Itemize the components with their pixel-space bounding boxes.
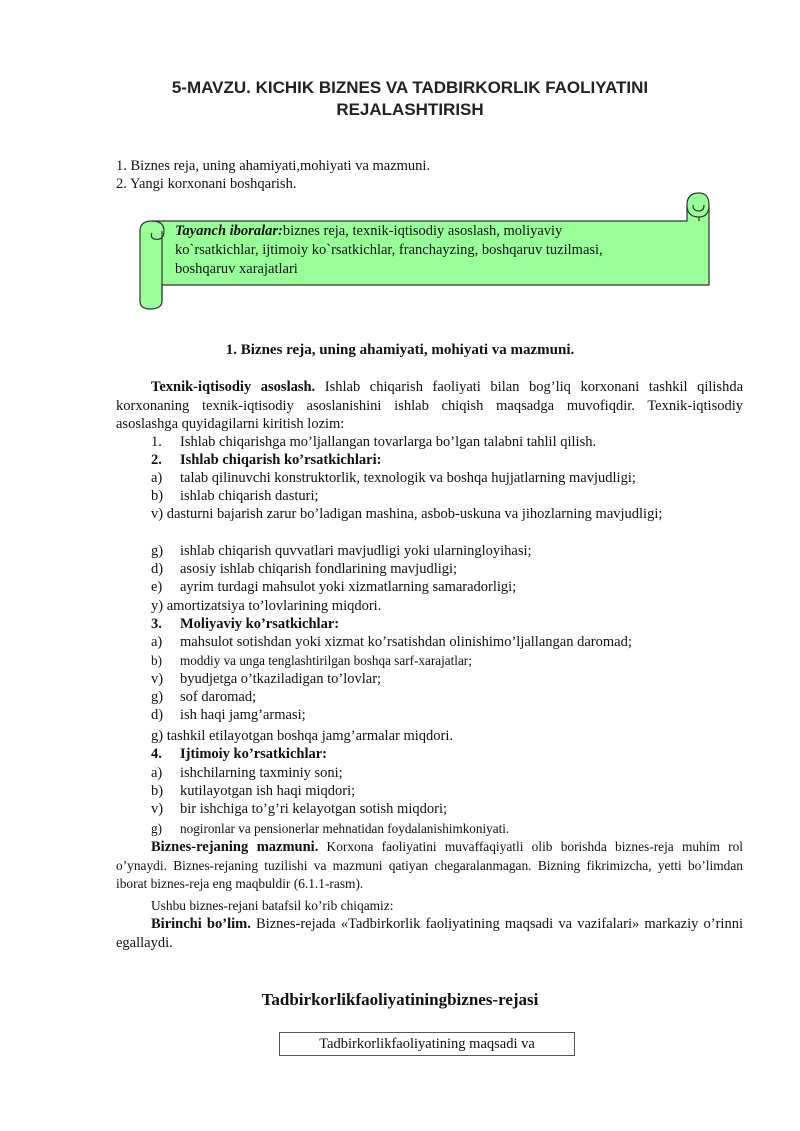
list-item: g) nogironlar va pensionerlar mehnatidan foydalanishimkoniyati. [151,821,510,836]
list-item: b) moddiy va unga tenglashtirilgan boshqa sarf-xarajatlar; [151,653,472,668]
tex-paragraph [116,378,743,434]
mazmuni-lead: Biznes-rejaning mazmuni. [151,839,319,855]
keywords-label: Tayanch iboralar: [175,223,283,239]
list-item: b) ishlab chiqarish dasturi; [151,488,319,504]
birinchi-lead: Birinchi bo’lim. [151,916,251,932]
keywords-line-2: ko`rsatkichlar, ijtimoiy ko`rsatkichlar, franchayzing, boshqaruv tuzilmasi, [175,242,603,258]
section-1-heading: 1. Biznes reja, uning ahamiyati, mohiyati va mazmuni. [225,342,575,358]
list-item: a) talab qilinuvchi konstruktorlik, texnologik va boshqa hujjatlarning mavjudligi; [151,470,636,486]
page-title [110,77,710,121]
diagram-title: Tadbirkorlikfaoliyatiningbiznes-rejasi [261,990,539,1009]
mazmuni-body: Korxona faoliyatini muvaffaqiyatli olib borishda biznes-reja muhim rol o’ynaydi. Biznes-rejaning tuzilishi va mazmuni qatiyan chegaralanmagan. Bizning fikrimizcha, yetti bo’limdan iborat biznes-reja eng maqbuldir (6.1.1-rasm). [116,839,743,891]
list-item: g) sof daromad; [151,689,257,705]
list-heading: 3. Moliyaviy ko’rsatkichlar: [151,616,340,632]
list-item: v) byudjetga o’tkaziladigan to’lovlar; [151,671,382,687]
list-item: b) kutilayotgan ish haqi miqdori; [151,783,356,799]
list-heading: 4. Ijtimoiy ko’rsatkichlar: [151,746,327,762]
list-item: a) mahsulot sotishdan yoki xizmat ko’rsatishdan olinishimo’ljallangan daromad; [151,634,632,650]
keywords-line-3: boshqaruv xarajatlari [175,261,298,277]
list-item: d) ish haqi jamg’armasi; [151,707,306,723]
list-item: d) asosiy ishlab chiqarish fondlarining mavjudligi; [151,561,458,577]
plan-item-2: 2. Yangi korxonani boshqarish. [116,176,297,192]
topic-plan [116,157,430,193]
title-line-1: 5-MAVZU. KICHIK BIZNES VA TADBIRKORLIK FAOLIYATINI [171,78,649,97]
ushbu-line: Ushbu biznes-rejani batafsil ko’rib chiqamiz: [151,898,394,913]
plan-item-1: 1. Biznes reja, uning ahamiyati,mohiyati va mazmuni. [116,158,431,174]
list-item: g) tashkil etilayotgan boshqa jamg’armalar miqdori. [151,728,454,744]
tex-body: Ishlab chiqarish faoliyati bilan bog’liq korxonani tashkil qilishda korxonaning texnik-iqtisodiy asoslanishini ishlab chiqish maqsadga muvofiqdir. Texnik-iqtisodiy asoslashga quyidagilarni kiritish lozim: [116,379,744,432]
keywords-text [175,222,665,279]
list-item: g) ishlab chiqarish quvvatlari mavjudligi yoki ularningloyihasi; [151,543,532,559]
list-item: v) dasturni bajarish zarur bo’ladigan mashina, asbob-uskuna va jihozlarning mavjudligi; [151,506,663,522]
mazmuni-paragraph [116,838,743,894]
list-item: e) ayrim turdagi mahsulot yoki xizmatlarning samaradorligi; [151,579,517,595]
tex-lead: Texnik-iqtisodiy asoslash. [151,379,316,395]
keywords-line-1: biznes reja, texnik-iqtisodiy asoslash, moliyaviy [282,223,563,239]
list-heading: 2. Ishlab chiqarish ko’rsatkichlari: [151,452,382,468]
birinchi-body: Biznes-rejada «Tadbirkorlik faoliyatining maqsadi va vazifalari» markaziy o’rinni egallaydi. [116,916,743,951]
list-item: a) ishchilarning taxminiy soni; [151,765,343,781]
list-item: y) amortizatsiya to’lovlarining miqdori. [151,598,382,614]
birinchi-paragraph [116,915,743,952]
diagram-box: Tadbirkorlikfaoliyatining maqsadi va [279,1032,575,1056]
list-item: 1. Ishlab chiqarishga mo’ljallangan tovarlarga bo’lgan talabni tahlil qilish. [151,434,597,450]
list-item: v) bir ishchiga to’g’ri kelayotgan sotish miqdori; [151,801,447,817]
title-line-2: REJALASHTIRISH [336,100,484,119]
